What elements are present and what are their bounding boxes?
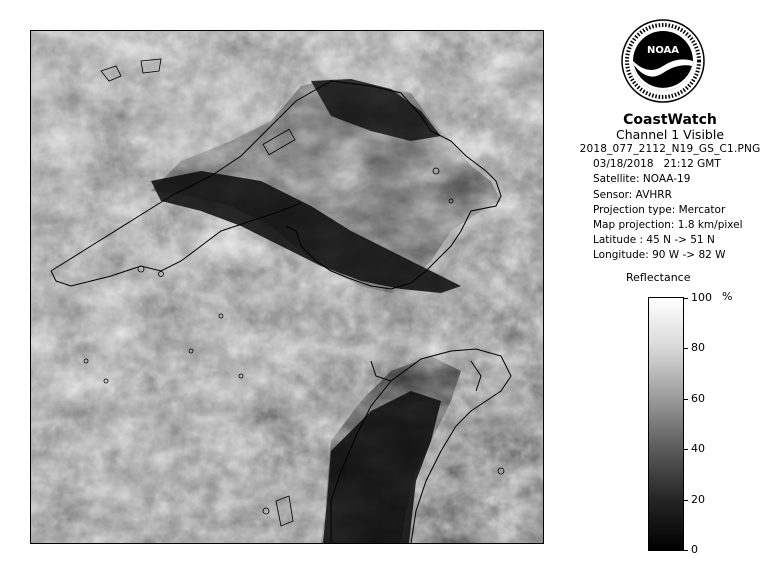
colorbar-tick-label: 100: [691, 291, 712, 304]
colorbar-unit: %: [722, 290, 733, 303]
colorbar-tick-label: 80: [691, 341, 705, 354]
colorbar-tick-label: 0: [691, 543, 698, 556]
date-time: [565, 157, 775, 172]
longitude-label: Longitude: 90 W -> 82 W: [593, 249, 726, 262]
colorbar-tick: [683, 449, 688, 450]
time-label: 21:12 GMT: [663, 158, 721, 171]
colorbar-tick-label: 20: [691, 493, 705, 506]
colorbar-ticks: [683, 291, 743, 556]
colorbar-tick: [683, 500, 688, 501]
latitude-label: Latitude : 45 N -> 51 N: [593, 234, 715, 247]
colorbar-tick: [683, 550, 688, 551]
map-projection-label: Map projection: 1.8 km/pixel: [593, 219, 743, 232]
noaa-logo-text: NOAA: [646, 45, 680, 56]
sensor-label: Sensor: AVHRR: [593, 188, 672, 201]
colorbar-title: Reflectance: [626, 271, 691, 284]
channel-label: Channel 1 Visible: [615, 127, 725, 142]
date-label: 03/18/2018: [593, 158, 654, 171]
brand-title: CoastWatch: [623, 112, 717, 128]
colorbar-tick: [683, 348, 688, 349]
colorbar-tick: [683, 399, 688, 400]
projection-type-label: Projection type: Mercator: [593, 203, 726, 216]
satellite-imagery-svg: [31, 31, 543, 543]
satellite-label: Satellite: NOAA-19: [593, 173, 691, 186]
satellite-image: [30, 30, 544, 544]
image-info-panel: [565, 112, 775, 264]
reflectance-colorbar: [648, 297, 684, 551]
file-name: 2018_077_2112_N19_GS_C1.PNG: [579, 143, 761, 155]
colorbar-tick: [683, 298, 688, 299]
colorbar-tick-label: 40: [691, 442, 705, 455]
noaa-logo: [620, 18, 706, 104]
cloud-brightening: [31, 31, 543, 543]
colorbar-tick-label: 60: [691, 392, 705, 405]
